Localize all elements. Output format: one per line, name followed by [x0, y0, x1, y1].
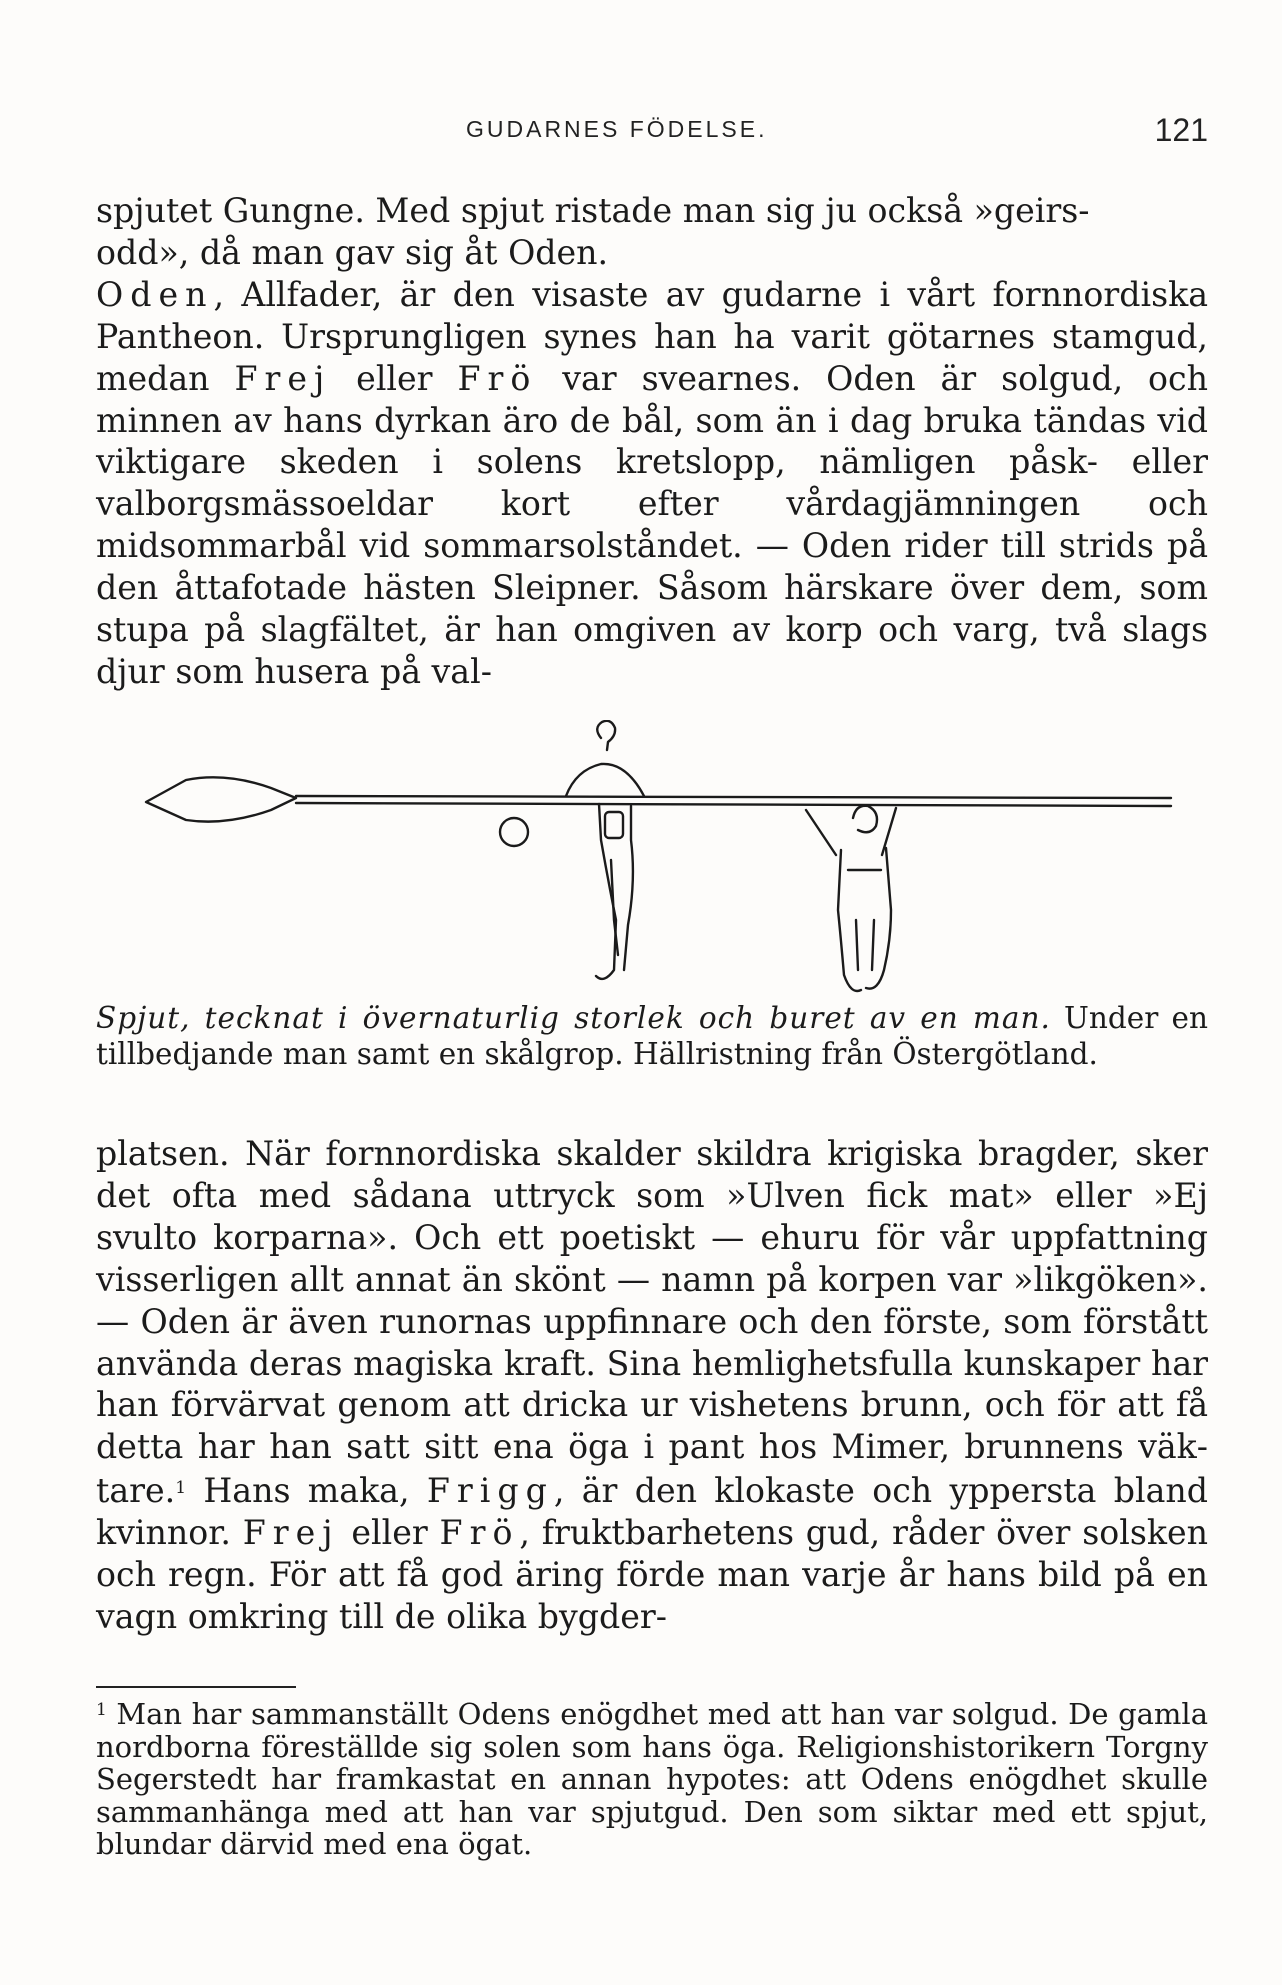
- carrier-head: [597, 721, 615, 750]
- name-frej: Frej: [234, 358, 332, 398]
- paragraph-1-line-2: odd», då man gav sig åt Oden.: [96, 232, 609, 272]
- name-frej-2: Frej: [242, 1513, 340, 1553]
- carrier-chest-mark: [605, 812, 623, 838]
- carrier-arms: [566, 764, 644, 796]
- body-text-bottom: [96, 1133, 1208, 1638]
- worshipper-legs: [856, 920, 874, 970]
- name-frigg: Frigg: [426, 1471, 554, 1511]
- worshipper-head: [853, 806, 877, 833]
- paragraph-3-part-e: , fruktbarhetens gud, råder över solsken och regn. För att få god äring förde man varje år hans bild på en vagn omkring till de olika bygder-: [96, 1513, 1208, 1636]
- paragraph-3: [96, 1133, 1208, 1638]
- name-fro-2: Frö: [439, 1513, 520, 1553]
- page-number: 121: [1154, 112, 1208, 148]
- paragraph-3-part-d: eller: [339, 1513, 440, 1553]
- body-text-top: [96, 190, 1208, 693]
- paragraph-2-part-a: , Allfader, är den visaste av gudarne i vårt fornnordiska Pantheon. Ursprungligen synes han ha varit götarnes stamgud, medan: [96, 274, 1208, 398]
- running-head: GUDARNES FÖDELSE.: [466, 116, 768, 142]
- paragraph-2-part-b: eller: [331, 358, 458, 398]
- spear-shaft-top: [296, 796, 1171, 798]
- cup-mark: [500, 818, 528, 846]
- footnote-reference: 1: [175, 1478, 187, 1499]
- page-header: [96, 112, 1208, 152]
- rock-carving-figure: [96, 720, 1208, 1010]
- paragraph-3-part-c: , är den klokaste och yppersta bland kvinnor.: [96, 1471, 1208, 1553]
- caption-rest: Under en tillbedjande man samt en skålgrop. Hällristning från Östergötland.: [96, 1001, 1208, 1071]
- paragraph-1: [96, 190, 1208, 274]
- paragraph-3-part-b: Hans maka,: [186, 1471, 427, 1511]
- paragraph-2: [96, 274, 1208, 693]
- carrier-body-inner: [624, 806, 633, 970]
- worshipper-arms: [806, 808, 896, 855]
- figure-caption: [96, 1000, 1208, 1072]
- footnote-rule: [96, 1686, 296, 1688]
- paragraph-2-part-c: var svearnes. Oden är solgud, och minnen av hans dyrkan äro de bål, som än i dag bruka tändas vid viktigare skeden i solens kretslopp, nämligen påsk- eller valborgsmässoeldar kort efter vårdagjämningen och midsommarbål vid sommarsolståndet. — Oden rider till strids på den åttafotade hästen Sleipner. Såsom härskare över dem, som stupa på slagfältet, är han omgiven av korp och varg, två slags djur som husera på val-: [96, 358, 1208, 691]
- spear-shaft-bottom: [296, 803, 1171, 806]
- name-fro: Frö: [457, 358, 538, 398]
- paragraph-3-part-a: platsen. När fornnordiska skalder skildra krigiska bragder, sker det ofta med sådana uttryck som »Ulven fick mat» eller »Ej svulto korparna». Och ett poetiskt — ehuru för vår uppfattning visserligen allt annat än skönt — namn på korpen var »likgöken». — Oden är även runornas uppfinnare och den förste, som förstått använda deras magiska kraft. Sina hemlighetsfulla kunskaper har han förvärvat genom att dricka ur vishetens brunn, och för att få detta har han satt sitt ena öga i pant hos Mimer, brunnens väktare.: [96, 1134, 1208, 1511]
- footnote-text: Man har sammanställt Odens enögdhet med att han var solgud. De gamla nordborna föreställde sig solen som hans öga. Religionshistorikern Torgny Segerstedt har framkastat en annan hypotes: att Odens enögdhet skulle sammanhänga med att han var spjutgud. Den som siktar med ett spjut, blundar därvid med ena ögat.: [96, 1697, 1208, 1861]
- footnote: [96, 1694, 1208, 1861]
- caption-italic: Spjut, tecknat i övernaturlig storlek och buret av en man.: [96, 1001, 1051, 1035]
- footnote-mark: 1: [96, 1700, 107, 1720]
- name-oden: Oden: [96, 274, 214, 314]
- paragraph-1-line-1: spjutet Gungne. Med spjut ristade man sig ju också »geirs-: [96, 191, 1090, 230]
- spear-head: [146, 777, 296, 821]
- rock-carving-illustration: [96, 720, 1208, 1010]
